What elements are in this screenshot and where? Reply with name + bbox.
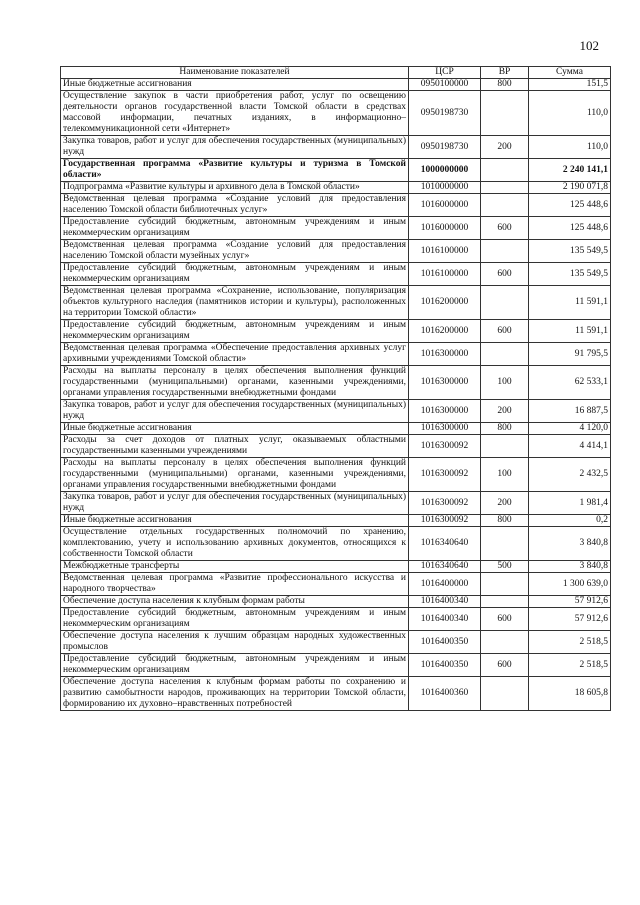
cell-csr: 1016400340 — [409, 608, 481, 631]
cell-sum: 135 549,5 — [529, 240, 611, 263]
cell-csr: 1016300092 — [409, 435, 481, 458]
cell-csr: 1016400360 — [409, 677, 481, 711]
cell-csr: 1016000000 — [409, 194, 481, 217]
cell-sum: 4 414,1 — [529, 435, 611, 458]
cell-name: Расходы на выплаты персоналу в целях обеспечения выполнения функций государственными (муниципальными) органами, казенными учреждениями, органами управления государственными внебюджетными фондами — [61, 458, 409, 492]
cell-name: Предоставление субсидий бюджетным, автономным учреждениям и иным некоммерческим организациям — [61, 263, 409, 286]
cell-name: Ведомственная целевая программа «Сохранение, использование, популяризация объектов культурного наследия (памятников истории и культуры), расположенных на территории Томской области» — [61, 286, 409, 320]
cell-name: Расходы на выплаты персоналу в целях обеспечения выполнения функций государственными (муниципальными) органами, казенными учреждениями, органами управления государственными внебюджетными фондами — [61, 366, 409, 400]
cell-vr — [481, 343, 529, 366]
table-row — [61, 654, 611, 677]
cell-vr: 200 — [481, 492, 529, 515]
header-sum: Сумма — [529, 67, 611, 79]
cell-csr: 1016200000 — [409, 286, 481, 320]
table-row — [61, 573, 611, 596]
table-row — [61, 343, 611, 366]
cell-csr: 1016400340 — [409, 596, 481, 608]
table-row — [61, 217, 611, 240]
cell-vr — [481, 91, 529, 136]
cell-csr: 1016200000 — [409, 320, 481, 343]
cell-name: Межбюджетные трансферты — [61, 561, 409, 573]
cell-vr: 600 — [481, 608, 529, 631]
cell-csr: 1016300092 — [409, 515, 481, 527]
cell-sum: 3 840,8 — [529, 561, 611, 573]
cell-sum: 3 840,8 — [529, 527, 611, 561]
cell-sum: 91 795,5 — [529, 343, 611, 366]
cell-csr: 1016000000 — [409, 217, 481, 240]
cell-vr — [481, 159, 529, 182]
table-row — [61, 527, 611, 561]
cell-sum: 16 887,5 — [529, 400, 611, 423]
cell-vr: 600 — [481, 320, 529, 343]
table-body — [61, 79, 611, 711]
cell-csr: 1010000000 — [409, 182, 481, 194]
cell-vr — [481, 631, 529, 654]
cell-sum: 11 591,1 — [529, 320, 611, 343]
table-row — [61, 400, 611, 423]
cell-sum: 4 120,0 — [529, 423, 611, 435]
cell-sum: 0,2 — [529, 515, 611, 527]
cell-vr — [481, 677, 529, 711]
cell-name: Предоставление субсидий бюджетным, автономным учреждениям и иным некоммерческим организациям — [61, 217, 409, 240]
cell-name: Обеспечение доступа населения к клубным формам работы по сохранению и развитию самобытности народов, проживающих на территории Томской области, формированию их духовно–нравственных потребностей — [61, 677, 409, 711]
table-row — [61, 79, 611, 91]
table-row — [61, 194, 611, 217]
budget-table — [60, 66, 611, 711]
cell-name: Ведомственная целевая программа «Создание условий для предоставления населению Томской области музейных услуг» — [61, 240, 409, 263]
table-row — [61, 286, 611, 320]
cell-name: Государственная программа «Развитие культуры и туризма в Томской области» — [61, 159, 409, 182]
table-row — [61, 435, 611, 458]
table-row — [61, 320, 611, 343]
table-row — [61, 561, 611, 573]
cell-vr: 600 — [481, 263, 529, 286]
cell-vr: 800 — [481, 79, 529, 91]
cell-vr: 100 — [481, 458, 529, 492]
cell-sum: 1 300 639,0 — [529, 573, 611, 596]
table-row — [61, 423, 611, 435]
cell-vr — [481, 182, 529, 194]
header-vr: ВР — [481, 67, 529, 79]
page-number: 102 — [579, 38, 599, 53]
cell-sum: 18 605,8 — [529, 677, 611, 711]
cell-csr: 1000000000 — [409, 159, 481, 182]
table-header-row — [61, 67, 611, 79]
cell-vr: 600 — [481, 654, 529, 677]
cell-sum: 62 533,1 — [529, 366, 611, 400]
table-row — [61, 91, 611, 136]
cell-vr — [481, 527, 529, 561]
cell-sum: 125 448,6 — [529, 194, 611, 217]
cell-csr: 1016300000 — [409, 343, 481, 366]
cell-csr: 1016100000 — [409, 240, 481, 263]
cell-name: Предоставление субсидий бюджетным, автономным учреждениям и иным некоммерческим организациям — [61, 320, 409, 343]
cell-name: Предоставление субсидий бюджетным, автономным учреждениям и иным некоммерческим организациям — [61, 654, 409, 677]
table-row — [61, 608, 611, 631]
cell-vr: 200 — [481, 136, 529, 159]
cell-name: Закупка товаров, работ и услуг для обеспечения государственных (муниципальных) нужд — [61, 492, 409, 515]
cell-sum: 135 549,5 — [529, 263, 611, 286]
cell-csr: 0950198730 — [409, 91, 481, 136]
cell-sum: 2 432,5 — [529, 458, 611, 492]
header-name: Наименование показателей — [61, 67, 409, 79]
cell-name: Подпрограмма «Развитие культуры и архивного дела в Томской области» — [61, 182, 409, 194]
cell-sum: 110,0 — [529, 136, 611, 159]
cell-vr: 100 — [481, 366, 529, 400]
table-row — [61, 136, 611, 159]
cell-sum: 1 981,4 — [529, 492, 611, 515]
cell-vr: 600 — [481, 217, 529, 240]
cell-name: Обеспечение доступа населения к клубным формам работы — [61, 596, 409, 608]
cell-name: Расходы за счет доходов от платных услуг, оказываемых областными государственными казенными учреждениями — [61, 435, 409, 458]
cell-sum: 2 240 141,1 — [529, 159, 611, 182]
cell-sum: 57 912,6 — [529, 596, 611, 608]
cell-csr: 1016300092 — [409, 492, 481, 515]
table-row — [61, 240, 611, 263]
cell-csr: 1016400350 — [409, 631, 481, 654]
cell-name: Обеспечение доступа населения к лучшим образцам народных художественных промыслов — [61, 631, 409, 654]
cell-vr — [481, 286, 529, 320]
cell-vr — [481, 596, 529, 608]
cell-vr — [481, 573, 529, 596]
table-row — [61, 182, 611, 194]
cell-vr: 500 — [481, 561, 529, 573]
cell-vr: 800 — [481, 515, 529, 527]
table-row — [61, 159, 611, 182]
cell-name: Иные бюджетные ассигнования — [61, 79, 409, 91]
cell-sum: 125 448,6 — [529, 217, 611, 240]
cell-name: Ведомственная целевая программа «Обеспечение предоставления архивных услуг архивными учреждениями Томской области» — [61, 343, 409, 366]
table-row — [61, 515, 611, 527]
header-csr: ЦСР — [409, 67, 481, 79]
cell-name: Предоставление субсидий бюджетным, автономным учреждениям и иным некоммерческим организациям — [61, 608, 409, 631]
cell-csr: 1016300000 — [409, 400, 481, 423]
cell-sum: 11 591,1 — [529, 286, 611, 320]
cell-name: Иные бюджетные ассигнования — [61, 423, 409, 435]
cell-csr: 1016340640 — [409, 527, 481, 561]
cell-csr: 1016300092 — [409, 458, 481, 492]
table-row — [61, 458, 611, 492]
cell-vr — [481, 194, 529, 217]
cell-sum: 2 518,5 — [529, 654, 611, 677]
cell-vr — [481, 240, 529, 263]
table-row — [61, 677, 611, 711]
table-row — [61, 631, 611, 654]
cell-csr: 0950100000 — [409, 79, 481, 91]
cell-name: Иные бюджетные ассигнования — [61, 515, 409, 527]
cell-name: Ведомственная целевая программа «Создание условий для предоставления населению Томской области библиотечных услуг» — [61, 194, 409, 217]
cell-csr: 1016400000 — [409, 573, 481, 596]
cell-csr: 0950198730 — [409, 136, 481, 159]
table-row — [61, 492, 611, 515]
cell-sum: 110,0 — [529, 91, 611, 136]
cell-name: Закупка товаров, работ и услуг для обеспечения государственных (муниципальных) нужд — [61, 400, 409, 423]
cell-csr: 1016100000 — [409, 263, 481, 286]
cell-csr: 1016400350 — [409, 654, 481, 677]
cell-vr — [481, 435, 529, 458]
cell-name: Осуществление отдельных государственных полномочий по хранению, комплектованию, учету и использованию архивных документов, относящихся к собственности Томской области — [61, 527, 409, 561]
cell-name: Ведомственная целевая программа «Развитие профессионального искусства и народного творчества» — [61, 573, 409, 596]
table-row — [61, 596, 611, 608]
cell-sum: 151,5 — [529, 79, 611, 91]
cell-name: Закупка товаров, работ и услуг для обеспечения государственных (муниципальных) нужд — [61, 136, 409, 159]
cell-sum: 2 190 071,8 — [529, 182, 611, 194]
cell-sum: 57 912,6 — [529, 608, 611, 631]
cell-sum: 2 518,5 — [529, 631, 611, 654]
table-row — [61, 263, 611, 286]
cell-vr: 800 — [481, 423, 529, 435]
cell-csr: 1016300000 — [409, 366, 481, 400]
cell-csr: 1016300000 — [409, 423, 481, 435]
cell-vr: 200 — [481, 400, 529, 423]
cell-name: Осуществление закупок в части приобретения работ, услуг по освещению деятельности органов государственной власти Томской области в средствах массовой информации, печатных изданиях, в информационно–телекоммуникационной сети «Интернет» — [61, 91, 409, 136]
table-row — [61, 366, 611, 400]
cell-csr: 1016340640 — [409, 561, 481, 573]
